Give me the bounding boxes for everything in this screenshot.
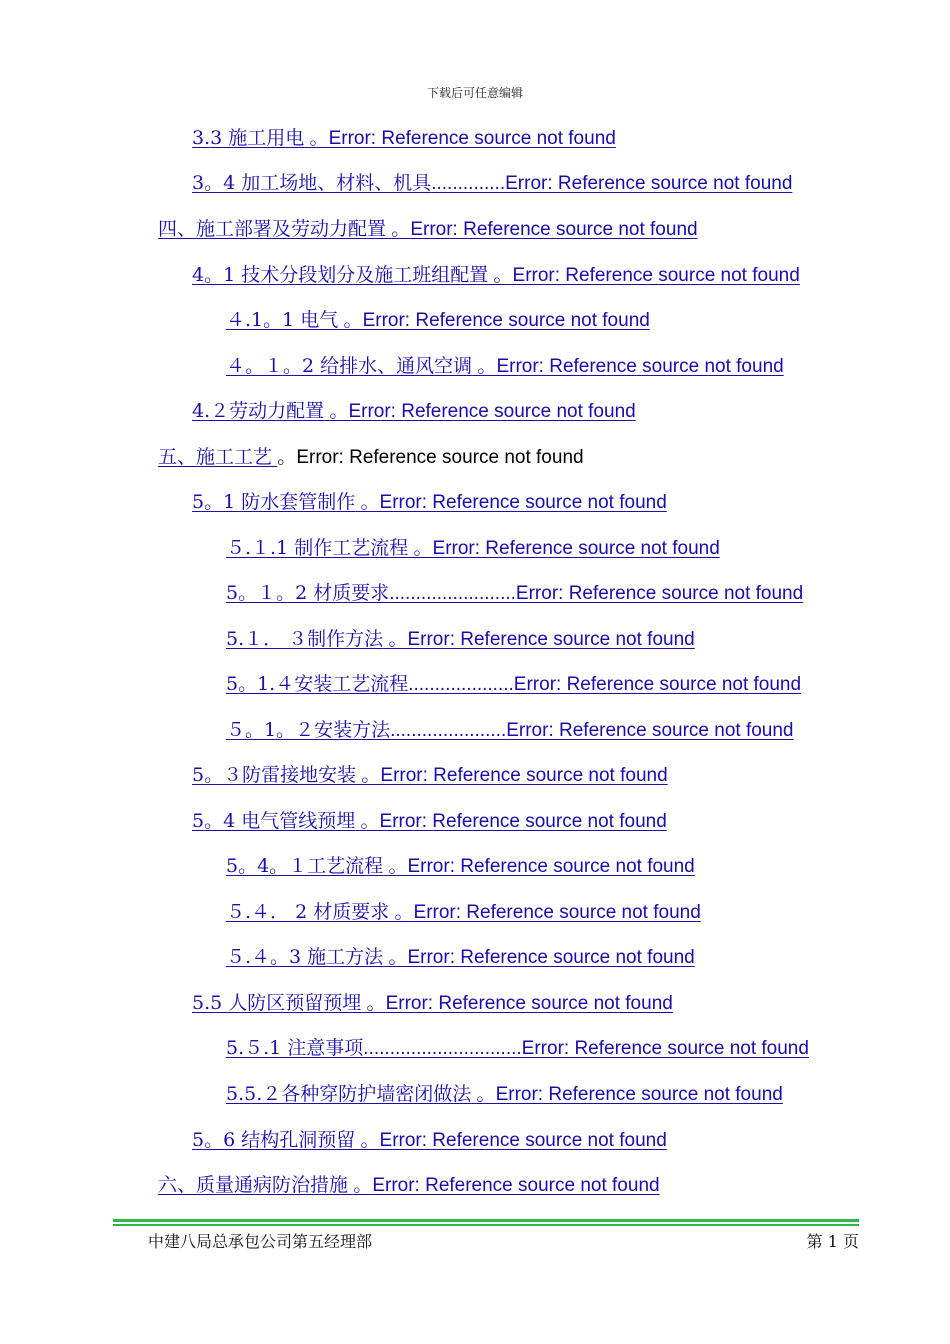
footer-rule (113, 1219, 859, 1222)
toc-entry[interactable] (226, 853, 695, 879)
page-header: 下载后可任意编辑 (426, 86, 523, 100)
toc-entry[interactable] (192, 808, 667, 834)
toc-entry[interactable] (158, 216, 698, 242)
toc-link[interactable]: 5。１。2 材质要求........................Error: Reference source not found (226, 582, 804, 604)
toc-link[interactable]: 4。1 技术分段划分及施工班组配置 。Error: Reference source not found (192, 264, 800, 286)
toc-entry[interactable] (192, 398, 636, 424)
toc-link[interactable]: 3。4 加工场地、材料、机具..............Error: Reference source not found (192, 172, 793, 194)
toc-entry[interactable] (226, 626, 695, 652)
toc-link[interactable]: 五、施工工艺 (158, 446, 273, 468)
toc-page-ref: Error: Reference source not found (296, 447, 584, 468)
toc-link[interactable]: 4.２劳动力配置 。Error: Reference source not found (192, 400, 636, 422)
toc-link[interactable]: 5.１． ３制作方法 。Error: Reference source not found (226, 628, 695, 650)
toc-link[interactable]: 5。1.４安装工艺流程....................Error: Reference source not found (226, 673, 802, 695)
toc-link[interactable]: 5.5.２各种穿防护墙密闭做法 。Error: Reference source not found (226, 1083, 783, 1105)
toc-link[interactable]: 3.3 施工用电 。Error: Reference source not found (192, 127, 616, 149)
toc-link[interactable]: 5。4。１工艺流程 。Error: Reference source not found (226, 855, 695, 877)
toc-link[interactable]: 5.５.1 注意事项..............................Error: Reference source not found (226, 1037, 809, 1059)
toc-link[interactable]: ５.４． 2 材质要求 。Error: Reference source not found (226, 901, 701, 923)
footer-company: 中建八局总承包公司第五经理部 (148, 1232, 373, 1251)
toc-link[interactable]: 5。３防雷接地安装 。Error: Reference source not found (192, 764, 668, 786)
toc-link[interactable]: 四、施工部署及劳动力配置 。Error: Reference source not found (158, 218, 698, 240)
toc-link[interactable]: 5。6 结构孔洞预留 。Error: Reference source not found (192, 1129, 667, 1151)
toc-entry[interactable] (226, 899, 701, 925)
toc-entry[interactable]: 五、施工工艺 。Error: Reference source not found (158, 446, 584, 468)
toc-entry[interactable] (226, 1081, 783, 1107)
page-number: 第 1 页 (806, 1232, 859, 1251)
toc-entry[interactable] (226, 535, 720, 561)
toc-entry[interactable] (192, 990, 673, 1016)
toc-link[interactable]: 5。4 电气管线预埋 。Error: Reference source not found (192, 810, 667, 832)
toc-link[interactable]: ５.４。3 施工方法 。Error: Reference source not found (226, 946, 695, 968)
toc-link[interactable]: 5。1 防水套管制作 。Error: Reference source not found (192, 491, 667, 513)
toc-entry[interactable] (226, 671, 801, 697)
footer-rule (113, 1224, 859, 1226)
toc-link[interactable]: 5.5 人防区预留预埋 。Error: Reference source not found (192, 992, 673, 1014)
toc-entry[interactable] (192, 1127, 667, 1153)
toc-entry[interactable] (226, 307, 650, 333)
toc-entry[interactable] (226, 353, 784, 379)
toc-link[interactable]: ５。1。２安装方法......................Error: Reference source not found (226, 719, 794, 741)
toc-link[interactable]: ４.1。1 电气 。Error: Reference source not found (226, 309, 650, 331)
toc-entry[interactable] (158, 1172, 660, 1198)
toc-link[interactable]: ５.１.1 制作工艺流程 。Error: Reference source not found (226, 537, 720, 559)
toc-entry[interactable] (192, 762, 668, 788)
toc-entry[interactable] (192, 125, 616, 151)
toc-link[interactable]: 六、质量通病防治措施 。Error: Reference source not found (158, 1174, 660, 1196)
toc-entry[interactable] (192, 262, 800, 288)
toc-entry[interactable] (192, 489, 667, 515)
toc-entry[interactable] (226, 580, 803, 606)
toc-link[interactable]: ４。１。2 给排水、通风空调 。Error: Reference source not found (226, 355, 784, 377)
toc-entry[interactable] (226, 1035, 809, 1061)
toc-entry[interactable] (226, 717, 794, 743)
toc-entry[interactable] (192, 170, 792, 196)
toc-entry[interactable] (226, 944, 695, 970)
